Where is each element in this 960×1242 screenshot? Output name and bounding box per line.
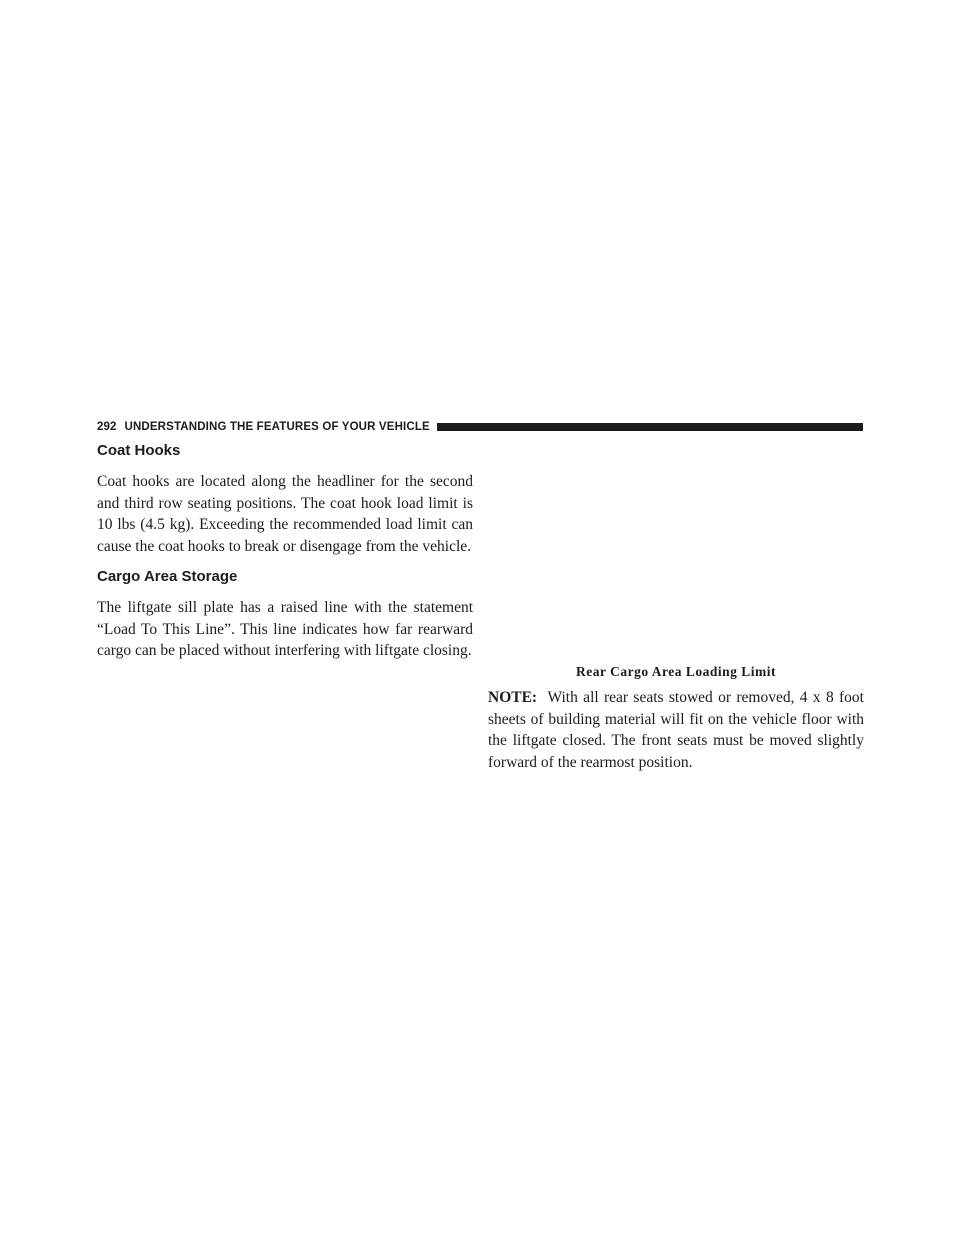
header-rule <box>437 423 863 431</box>
cargo-loading-figure <box>488 441 864 663</box>
figure-caption: Rear Cargo Area Loading Limit <box>576 664 776 679</box>
cargo-area-heading: Cargo Area Storage <box>97 568 238 585</box>
note-paragraph <box>488 687 864 773</box>
left-column <box>97 441 473 662</box>
right-column <box>488 441 864 773</box>
coat-hooks-body: Coat hooks are located along the headliner for the second and third row seating positions. The coat hook load limit is 10 lbs (4.5 kg). Exceeding the recommended load limit can cause the coat hooks to break or disengage from the vehicle. <box>97 473 473 555</box>
page-number: 292 <box>97 421 117 433</box>
note-text: With all rear seats stowed or removed, 4 x 8 foot sheets of building material will fit on the vehicle floor with the liftgate closed. The front seats must be moved slightly forward of the rearmost position. <box>488 689 864 771</box>
note-label: NOTE: <box>488 689 538 706</box>
page-header <box>97 419 863 435</box>
coat-hooks-section <box>97 441 473 557</box>
cargo-area-body: The liftgate sill plate has a raised line with the statement “Load To This Line”. This line indicates how far rearward cargo can be placed without interfering with liftgate closing. <box>97 599 473 659</box>
coat-hooks-heading: Coat Hooks <box>97 442 181 459</box>
running-section-title: UNDERSTANDING THE FEATURES OF YOUR VEHICLE <box>124 421 430 433</box>
cargo-area-section <box>97 567 473 662</box>
